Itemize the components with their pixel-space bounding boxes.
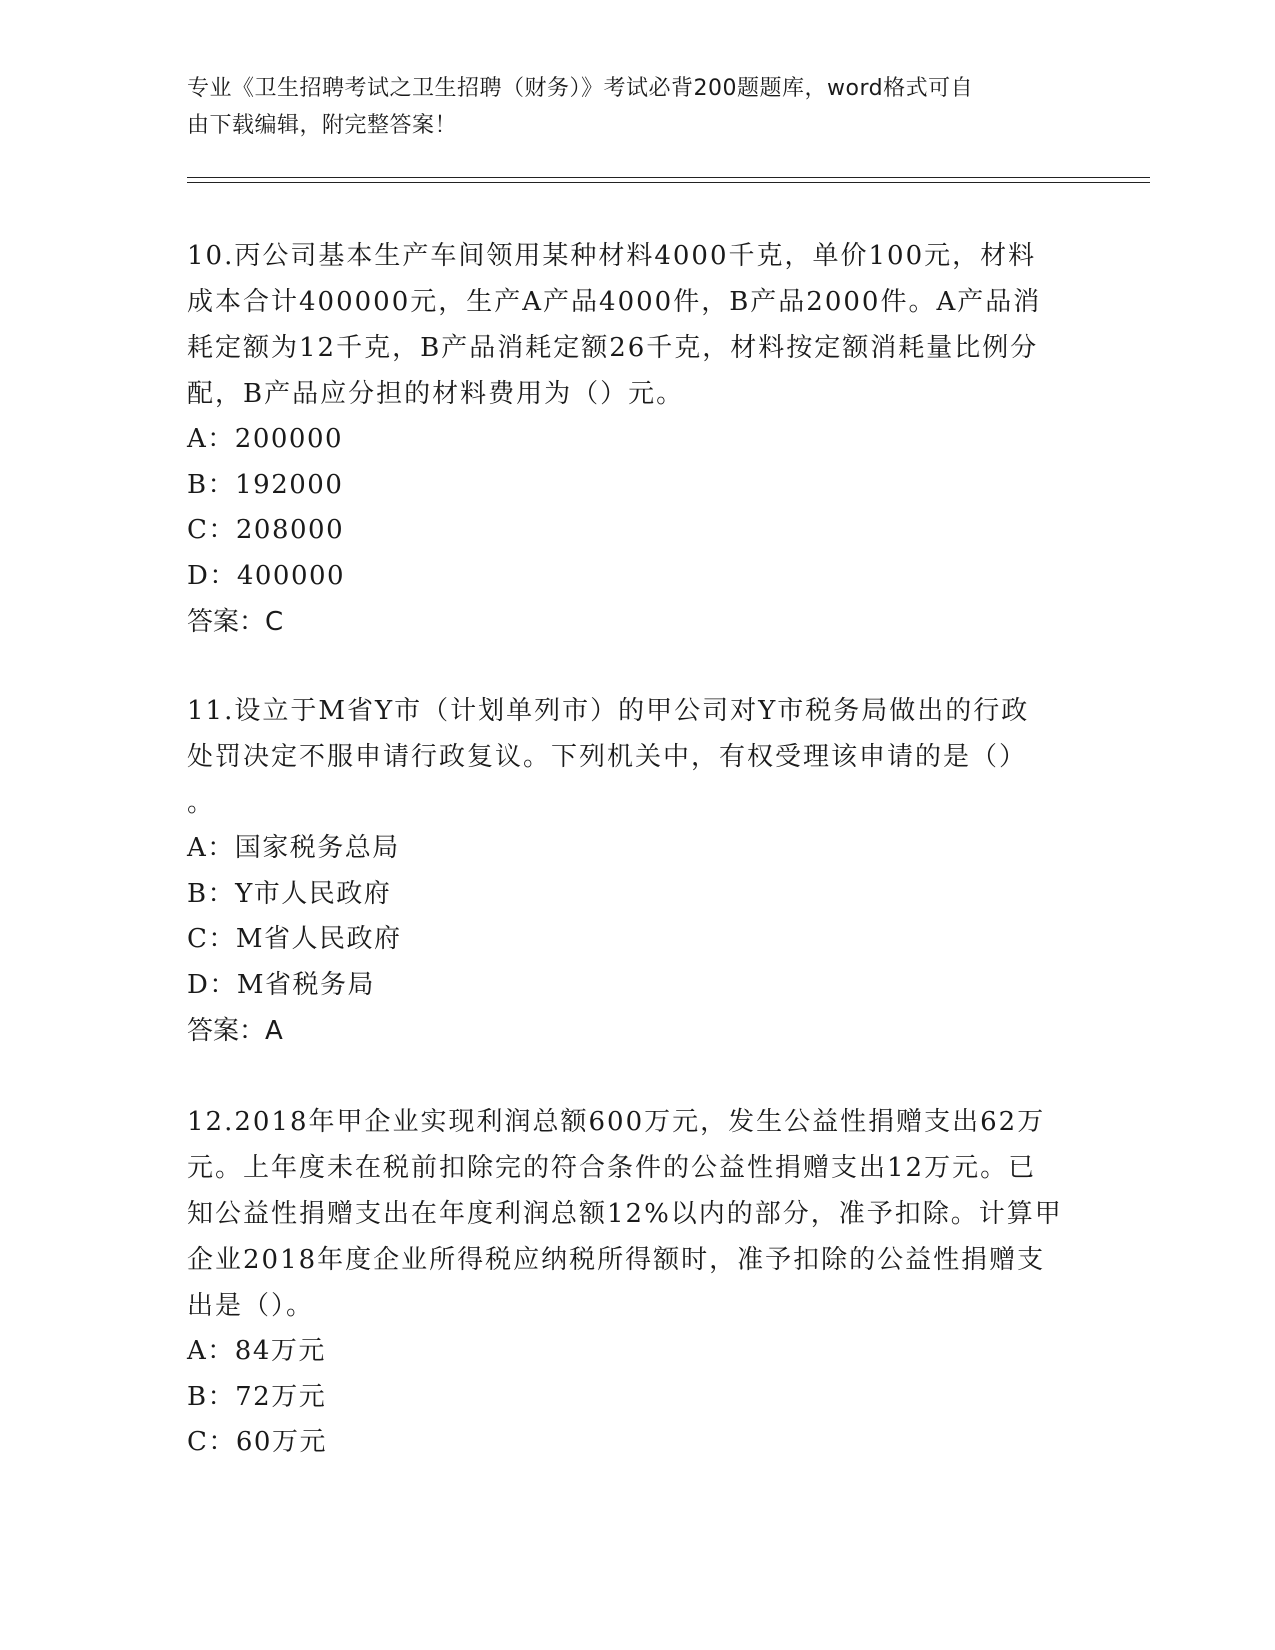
- option-c: C：60万元: [187, 1427, 327, 1457]
- option-a: A：84万元: [187, 1336, 326, 1366]
- answer: 答案：C: [187, 607, 284, 637]
- option-c: C：208000: [187, 515, 345, 545]
- answer: 答案：A: [187, 1016, 283, 1046]
- question-11: [187, 688, 1087, 1054]
- header-divider-bottom: [187, 182, 1150, 183]
- option-a: A：200000: [187, 424, 344, 454]
- question-stem: 12.2018年甲企业实现利润总额600万元，发生公益性捐赠支出62万 元。上年度未在税前扣除完的符合条件的公益性捐赠支出12万元。已 知公益性捐赠支出在年度利润总额12%以内的部分，准予扣除。计算甲 企业2018年度企业所得税应纳税所得额时，准予扣除的公益性捐赠支 出是（）。: [187, 1107, 1063, 1321]
- option-d: D：400000: [187, 560, 346, 591]
- question-12: [187, 1099, 1087, 1466]
- option-b: B：192000: [187, 469, 344, 500]
- header-line-1: 专业《卫生招聘考试之卫生招聘（财务）》考试必背200题题库，word格式可自: [187, 76, 974, 101]
- option-d: D：M省税务局: [187, 969, 375, 1000]
- option-c: C：M省人民政府: [187, 924, 402, 954]
- question-10: [187, 233, 1087, 645]
- option-b: B：72万元: [187, 1381, 327, 1412]
- option-a: A：国家税务总局: [187, 833, 400, 863]
- question-stem: 11.设立于M省Y市（计划单列市）的甲公司对Y市税务局做出的行政 处罚决定不服申请行政复议。下列机关中，有权受理该申请的是（） 。: [187, 696, 1030, 818]
- header-divider-top: [187, 177, 1150, 178]
- question-stem: 10.丙公司基本生产车间领用某种材料4000千克，单价100元，材料 成本合计400000元，生产A产品4000件，B产品2000件。A产品消 耗定额为12千克，B产品消耗定额26千克，材料按定额消耗量比例分 配，B产品应分担的材料费用为（）元。: [187, 241, 1042, 409]
- option-b: B：Y市人民政府: [187, 878, 392, 909]
- header-line-2: 由下载编辑，附完整答案！: [187, 113, 458, 138]
- document-header: [187, 70, 1067, 144]
